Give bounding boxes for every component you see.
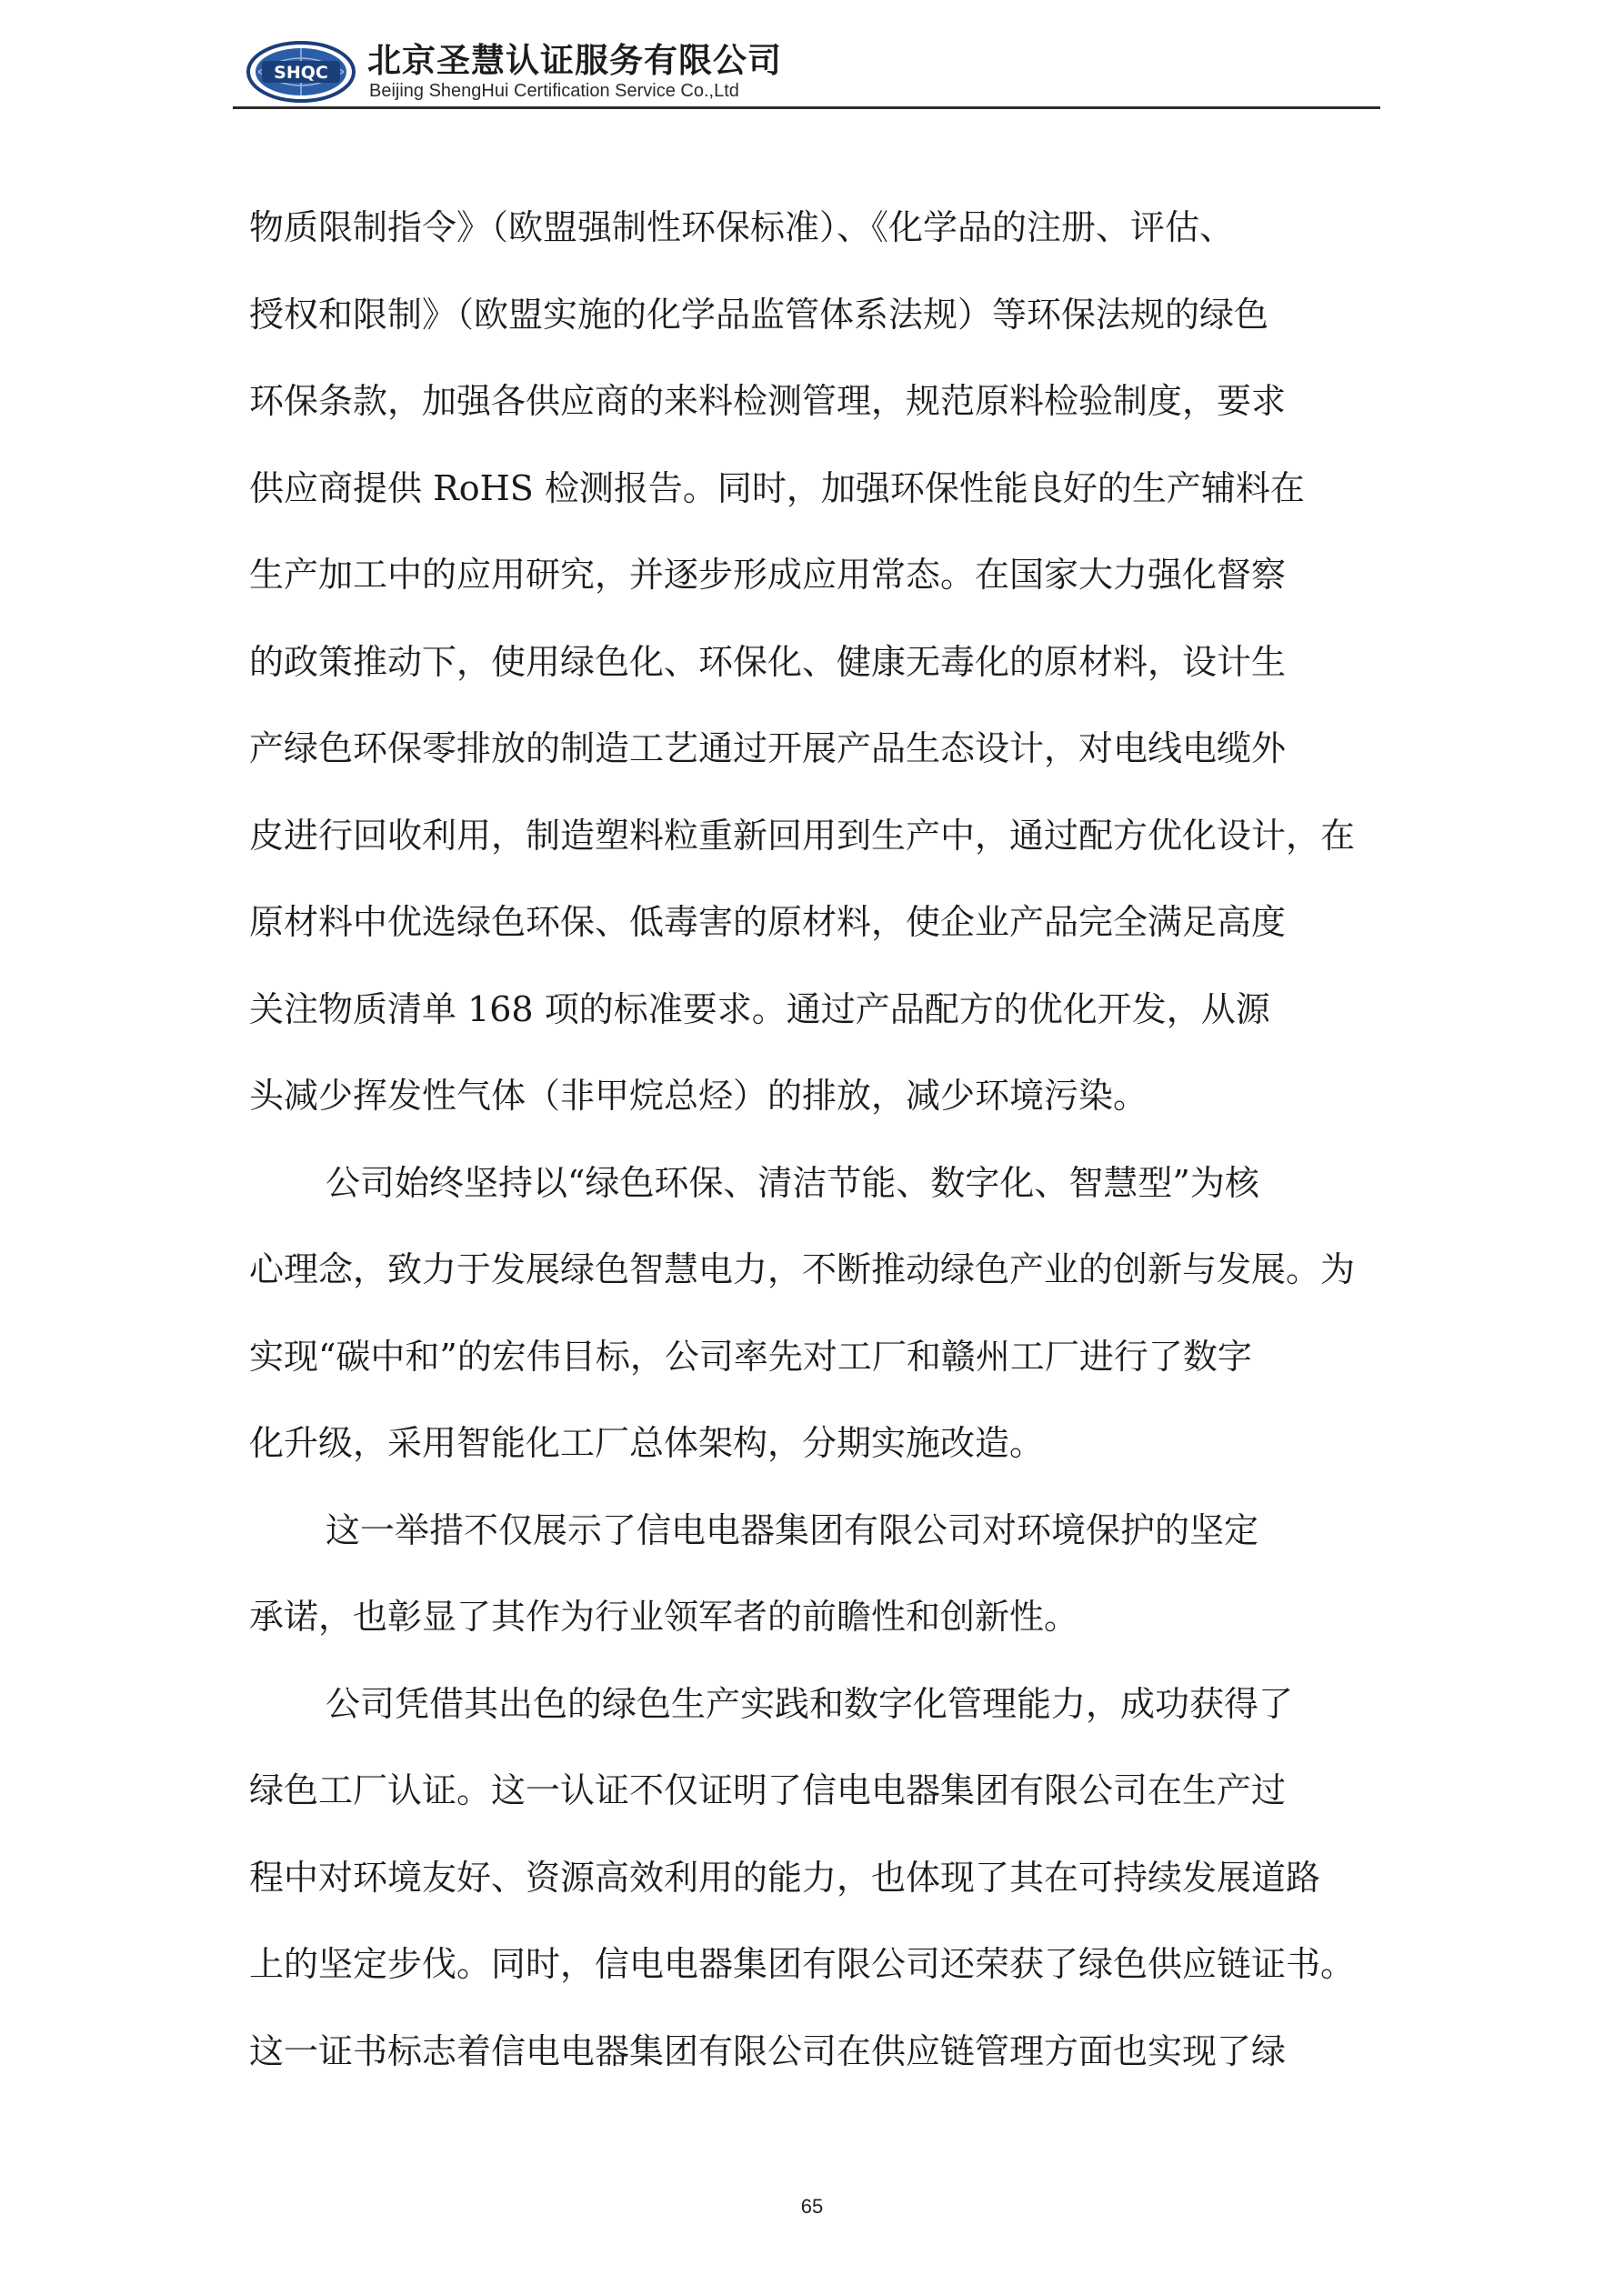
text-line: 皮进行回收利用，制造塑料粒重新回用到生产中，通过配方优化设计，在	[249, 815, 1356, 856]
text-line: 生产加工中的应用研究，并逐步形成应用常态。在国家大力强化督察	[249, 555, 1287, 595]
paragraph-start-line: 公司始终坚持以“绿色环保、清洁节能、数字化、智慧型”为核	[326, 1162, 1259, 1203]
text-line: 供应商提供 RoHS 检测报告。同时，加强环保性能良好的生产辅料在	[249, 467, 1305, 508]
text-line: 上的坚定步伐。同时，信电电器集团有限公司还荣获了绿色供应链证书。	[249, 1944, 1356, 1984]
text-line: 产绿色环保零排放的制造工艺通过开展产品生态设计，对电线电缆外	[249, 728, 1287, 768]
text-line: 心理念，致力于发展绿色智慧电力，不断推动绿色产业的创新与发展。为	[249, 1249, 1356, 1289]
text-line: 原材料中优选绿色环保、低毒害的原材料，使企业产品完全满足高度	[249, 902, 1287, 942]
company-name-chinese: 北京圣慧认证服务有限公司	[367, 41, 782, 80]
text-line: 绿色工厂认证。这一认证不仅证明了信电电器集团有限公司在生产过	[249, 1770, 1287, 1810]
paragraph-start-line: 公司凭借其出色的绿色生产实践和数字化管理能力，成功获得了	[326, 1683, 1294, 1724]
shqc-logo	[246, 40, 356, 104]
text-line: 程中对环境友好、资源高效利用的能力，也体现了其在可持续发展道路	[249, 1857, 1321, 1898]
text-line: 承诺，也彰显了其作为行业领军者的前瞻性和创新性。	[249, 1597, 1079, 1637]
text-line: 环保条款，加强各供应商的来料检测管理，规范原料检验制度，要求	[249, 381, 1287, 421]
text-line: 这一证书标志着信电电器集团有限公司在供应链管理方面也实现了绿	[249, 2030, 1287, 2071]
logo-text: SHQC	[274, 63, 328, 83]
page-header	[233, 33, 1378, 109]
text-line: 头减少挥发性气体（非甲烷总烃）的排放，减少环境污染。	[249, 1076, 1148, 1116]
document-body	[249, 205, 1422, 2116]
page-number: 65	[800, 2195, 824, 2218]
text-line: 物质限制指令》（欧盟强制性环保标准）、《化学品的注册、评估、	[249, 207, 1235, 247]
header-divider	[233, 106, 1380, 109]
text-line: 实现“碳中和”的宏伟目标，公司率先对工厂和赣州工厂进行了数字	[249, 1336, 1252, 1377]
text-line: 授权和限制》（欧盟实施的化学品监管体系法规）等环保法规的绿色	[249, 294, 1269, 335]
text-line: 化升级，采用智能化工厂总体架构，分期实施改造。	[249, 1423, 1045, 1463]
paragraph-start-line: 这一举措不仅展示了信电电器集团有限公司对环境保护的坚定	[326, 1509, 1259, 1550]
company-name-english: Beijing ShengHui Certification Service Co.,Ltd	[369, 81, 739, 101]
text-line: 的政策推动下，使用绿色化、环保化、健康无毒化的原材料，设计生	[249, 641, 1287, 682]
text-line: 关注物质清单 168 项的标准要求。通过产品配方的优化开发，从源	[249, 988, 1270, 1029]
